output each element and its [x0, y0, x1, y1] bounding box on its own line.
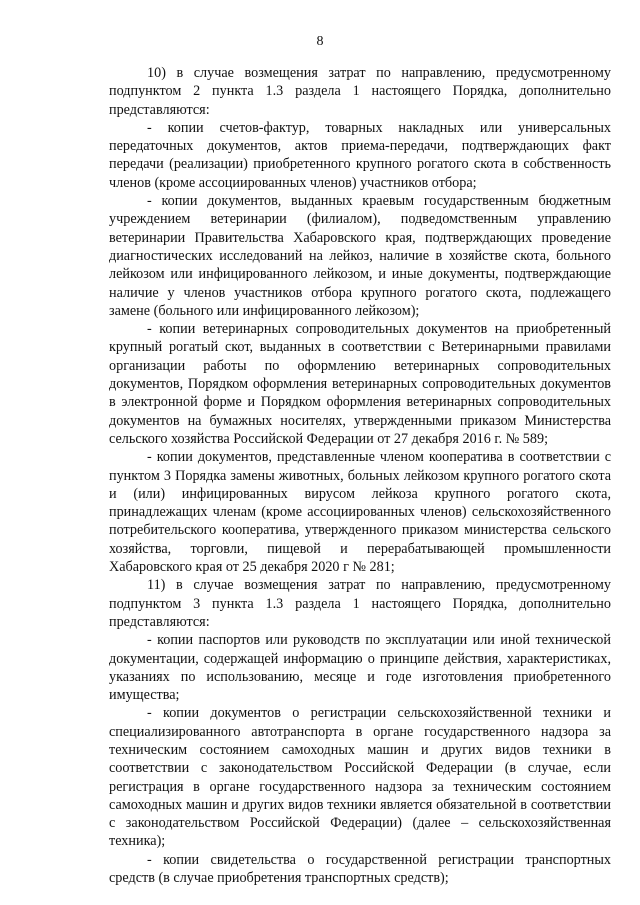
list-item: - копии документов, представленные членом кооператива в соответствии с пунктом 3 Порядка замены животных, больных лейкозом крупного рогатого скота и (или) инфицированных вирусом лейкоза крупного рогатого скота, принадлежащих членам (кроме ассоциированных членов) сельскохозяйственного потребительского кооператива, утвержденного приказом министерства сельского хозяйства, торговли, пищевой и перерабатывающей промышленности Хабаровского края от 25 декабря 2020 г № 281;	[109, 449, 611, 576]
list-item: - копии ветеринарных сопроводительных документов на приобретенный крупный рогатый скот, выданных в соответствии с Ветеринарными правилами организации работы по оформлению ветеринарных сопроводительных документов, Порядком оформления ветеринарных сопроводительных документов в электронной форме и Порядком оформления ветеринарных сопроводительных документов на бумажных носителях, утвержденными приказом Министерства сельского хозяйства Российской Федерации от 27 декабря 2016 г. № 589;	[109, 321, 611, 447]
list-item: - копии счетов-фактур, товарных накладных или универсальных передаточных документов, актов приема-передачи, подтверждающих факт передачи (реализации) приобретенного крупного рогатого скота в собственность членов (кроме ассоциированных членов) участников отбора;	[109, 119, 611, 191]
paragraph-item-11: 11) в случае возмещения затрат по направлению, предусмотренному подпунктом 3 пункта 1.3 раздела 1 настоящего Порядка, дополнительно представляются:	[109, 577, 611, 630]
document-body	[109, 64, 611, 887]
paragraph-item-10: 10) в случае возмещения затрат по направлению, предусмотренному подпунктом 2 пункта 1.3 раздела 1 настоящего Порядка, дополнительно представляются:	[109, 65, 611, 118]
list-item: - копии документов, выданных краевым государственным бюджетным учреждением ветеринарии (филиалом), подведомственным управлению ветеринарии Правительства Хабаровского края, подтверждающих проведение диагностических исследований на лейкоз, наличие в хозяйстве скота, больного лейкозом или инфицированного лейкозом, и иные документы, подтверждающие наличие у членов участников отбора крупного рогатого скота, подлежащего замене (больного или инфицированного лейкозом);	[109, 193, 611, 319]
list-item: - копии свидетельства о государственной регистрации транспортных средств (в случае приобретения транспортных средств);	[109, 851, 611, 887]
list-item: - копии паспортов или руководств по эксплуатации или иной технической документации, содержащей информацию о принципе действия, характеристиках, указаниях по использованию, месяце и годе изготовления приобретенного имущества;	[109, 632, 611, 704]
list-item: - копии документов о регистрации сельскохозяйственной техники и специализированного автотранспорта в органе государственного надзора за техническим состоянием самоходных машин и других видов техники в соответствии с законодательством Российской Федерации (в случае, если регистрация в органе государственного надзора за техническим состоянием самоходных машин и других видов техники является обязательной в соответствии с законодательством Российской Федерации) (далее – сельскохозяйственная техника);	[109, 705, 611, 850]
page-number: 8	[316, 34, 324, 49]
